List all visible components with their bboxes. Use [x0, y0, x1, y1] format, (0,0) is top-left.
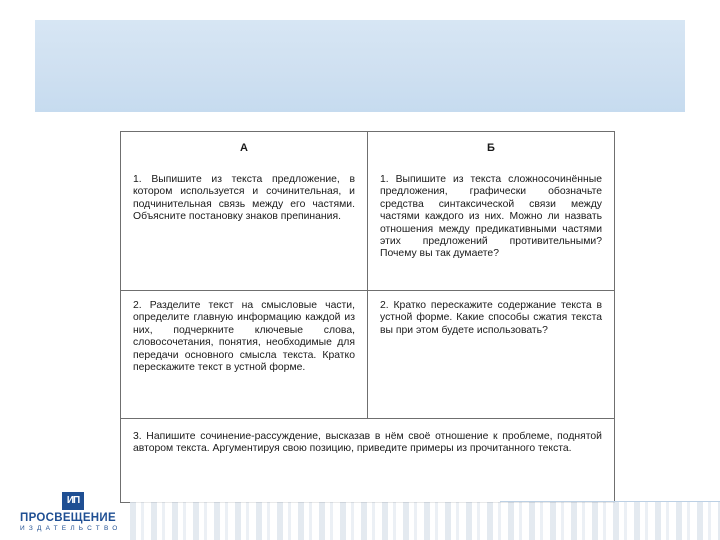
table-header-row: [121, 132, 615, 165]
decorative-stripes: [130, 502, 720, 540]
task-3: 3. Напишите сочинение-рассуждение, высказав в нём своё отношение к проблеме, поднятой автором текста. Аргументируя свою позицию, приведите примеры из прочитанного текста.: [121, 419, 615, 503]
tasks-table: [120, 131, 615, 503]
publisher-name: ПРОСВЕЩЕНИЕ: [20, 512, 116, 524]
column-header-b: Б: [368, 132, 615, 165]
task-b1: 1. Выпишите из текста сложносочинённые предложения, графически обозначьте средства синтаксической связи между частями каждого из них. Можно ли назвать отношения между предикативными частями этих предложений противительными? Почему вы так думаете?: [368, 164, 615, 291]
task-b2: 2. Кратко перескажите содержание текста в устной форме. Какие способы сжатия текста вы при этом будете использовать?: [368, 291, 615, 419]
task-a1: 1. Выпишите из текста предложение, в котором используется и сочинительная, и подчинительная связь между его частями. Объясните постановку знаков препинания.: [121, 164, 368, 291]
table-row: [121, 164, 615, 291]
decorative-line: [500, 501, 720, 502]
publisher-subtitle: ИЗДАТЕЛЬСТВО: [20, 525, 122, 532]
publisher-logo-icon: ИП: [62, 492, 84, 510]
header-banner: [35, 20, 685, 112]
table-row: [121, 291, 615, 419]
column-header-a: А: [121, 132, 368, 165]
task-a2: 2. Разделите текст на смысловые части, определите главную информацию каждой из них, подчеркните ключевые слова, словосочетания, понятия, необходимые для передачи основного смысла текста. Кратко перескажите текст в устной форме.: [121, 291, 368, 419]
publisher-footer: [0, 487, 720, 540]
